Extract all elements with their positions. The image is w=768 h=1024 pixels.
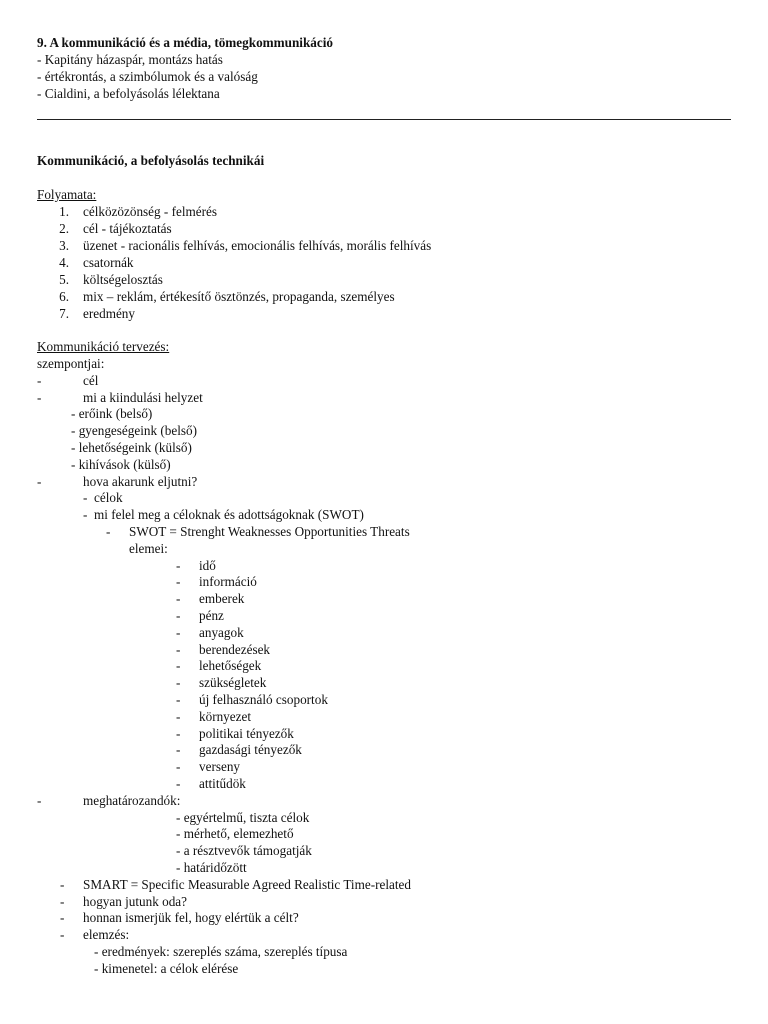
bullet-dash: -: [71, 406, 79, 421]
list-number: 1.: [59, 204, 69, 219]
bullet-dash: -: [176, 709, 181, 724]
elemei-item: gazdasági tényezők: [199, 742, 302, 757]
sub-bullet: [71, 406, 152, 423]
list-item: [47, 221, 69, 238]
list-item-text: üzenet - racionális felhívás, emocionális felhívás, morális felhívás: [83, 238, 432, 253]
elemei-item: új felhasználó csoportok: [199, 692, 328, 707]
elemei-label: elemei:: [129, 541, 168, 556]
sub-bullet-text: határidőzött: [183, 860, 247, 875]
bullet-dash: -: [71, 457, 79, 472]
list-item-text: költségelosztás: [83, 272, 163, 287]
header-item: - értékrontás, a szimbólumok és a valóság: [37, 69, 258, 84]
elemei-item: pénz: [199, 608, 224, 623]
bullet-dash: -: [60, 894, 65, 909]
sub-bullet: [176, 810, 309, 827]
elemei-item: környezet: [199, 709, 251, 724]
bullet-dash: -: [176, 591, 181, 606]
list-item-text: célközözönség - felmérés: [83, 204, 218, 219]
bullet-dash: -: [83, 507, 94, 522]
folyamata-heading: Folyamata:: [37, 187, 97, 202]
bullet-text: meghatározandók:: [83, 793, 181, 808]
bullet-dash: -: [176, 776, 181, 791]
elemei-item: verseny: [199, 759, 241, 774]
bullet-dash: -: [60, 927, 65, 942]
sub-bullet-text: gyengeségeink (belső): [78, 423, 197, 438]
bullet-dash: -: [83, 490, 94, 505]
bullet-dash: -: [94, 944, 102, 959]
bullet-dash: -: [106, 524, 111, 539]
elemei-item: információ: [199, 574, 257, 589]
bullet-dash: -: [71, 423, 79, 438]
sub-bullet-text: mi felel meg a céloknak és adottságoknak (SWOT): [94, 507, 364, 522]
sub-bullet-text: lehetőségeink (külső): [78, 440, 192, 455]
bullet-dash: -: [176, 642, 181, 657]
bullet-dash: -: [60, 910, 65, 925]
bullet-dash: -: [37, 474, 42, 489]
swot-definition: SWOT = Strenght Weaknesses Opportunities Threats: [129, 524, 410, 539]
bullet-dash: -: [37, 390, 42, 405]
bullet-dash: -: [176, 726, 181, 741]
smart-item: honnan ismerjük fel, hogy elértük a célt?: [83, 910, 299, 925]
elemei-item: lehetőségek: [199, 658, 262, 673]
bullet-dash: -: [71, 440, 79, 455]
sub-bullet: [94, 944, 347, 961]
sub-bullet: [94, 961, 238, 978]
sub-bullet: [176, 843, 312, 860]
bullet-dash: -: [176, 692, 181, 707]
list-item: [47, 255, 69, 272]
bullet-dash: -: [176, 742, 181, 757]
sub-bullet: [176, 860, 247, 877]
list-number: 7.: [59, 306, 69, 321]
list-item-text: mix – reklám, értékesítő ösztönzés, propaganda, személyes: [83, 289, 395, 304]
bullet-dash: -: [176, 759, 181, 774]
elemei-item: politikai tényezők: [199, 726, 294, 741]
bullet-dash: -: [176, 658, 181, 673]
sub-bullet-text: eredmények: szereplés száma, szereplés típusa: [101, 944, 348, 959]
sub-bullet-text: kihívások (külső): [78, 457, 171, 472]
bullet-dash: -: [176, 675, 181, 690]
elemei-item: emberek: [199, 591, 245, 606]
bullet-dash: -: [176, 810, 184, 825]
bullet-dash: -: [37, 373, 42, 388]
sub-bullet: [176, 826, 294, 843]
elemei-item: attitűdök: [199, 776, 246, 791]
sub-bullet: [71, 440, 192, 457]
list-item: [47, 238, 69, 255]
elemei-item: berendezések: [199, 642, 271, 657]
bullet-dash: -: [60, 877, 65, 892]
list-item: [47, 204, 69, 221]
bullet-dash: -: [176, 608, 181, 623]
list-number: 5.: [59, 272, 69, 287]
list-item-text: csatornák: [83, 255, 134, 270]
list-item: [47, 289, 69, 306]
bullet-dash: -: [176, 860, 184, 875]
header-item: - Cialdini, a befolyásolás lélektana: [37, 86, 220, 101]
bullet-dash: -: [176, 843, 184, 858]
sub-bullet-text: célok: [94, 490, 123, 505]
smart-item: hogyan jutunk oda?: [83, 894, 188, 909]
elemei-item: idő: [199, 558, 216, 573]
list-number: 4.: [59, 255, 69, 270]
bullet-text: cél: [83, 373, 99, 388]
list-number: 3.: [59, 238, 69, 253]
elemei-item: szükségletek: [199, 675, 267, 690]
list-number: 6.: [59, 289, 69, 304]
list-number: 2.: [59, 221, 69, 236]
list-item: [47, 272, 69, 289]
list-item-text: eredmény: [83, 306, 135, 321]
sub-bullet: [83, 507, 364, 524]
document-title: 9. A kommunikáció és a média, tömegkommunikáció: [37, 35, 334, 50]
bullet-dash: -: [94, 961, 102, 976]
sub-bullet-text: egyértelmű, tiszta célok: [183, 810, 310, 825]
bullet-dash: -: [176, 574, 181, 589]
header-item: - Kapitány házaspár, montázs hatás: [37, 52, 223, 67]
tervezes-subheading: szempontjai:: [37, 356, 105, 371]
sub-bullet: [71, 423, 197, 440]
elemei-item: anyagok: [199, 625, 244, 640]
bullet-text: mi a kiindulási helyzet: [83, 390, 203, 405]
horizontal-rule: [37, 119, 731, 120]
section-title: Kommunikáció, a befolyásolás technikái: [37, 153, 265, 168]
sub-bullet-text: kimenetel: a célok elérése: [101, 961, 239, 976]
list-item: [47, 306, 69, 323]
sub-bullet-text: a résztvevők támogatják: [183, 843, 312, 858]
sub-bullet: [83, 490, 123, 507]
smart-item: SMART = Specific Measurable Agreed Realistic Time-related: [83, 877, 411, 892]
list-item-text: cél - tájékoztatás: [83, 221, 172, 236]
bullet-dash: -: [176, 625, 181, 640]
sub-bullet-text: erőink (belső): [78, 406, 153, 421]
bullet-dash: -: [37, 793, 42, 808]
bullet-dash: -: [176, 826, 184, 841]
smart-item: elemzés:: [83, 927, 130, 942]
bullet-text: hova akarunk eljutni?: [83, 474, 198, 489]
sub-bullet: [71, 457, 171, 474]
bullet-dash: -: [176, 558, 181, 573]
sub-bullet-text: mérhető, elemezhető: [183, 826, 294, 841]
tervezes-heading: Kommunikáció tervezés:: [37, 339, 170, 354]
